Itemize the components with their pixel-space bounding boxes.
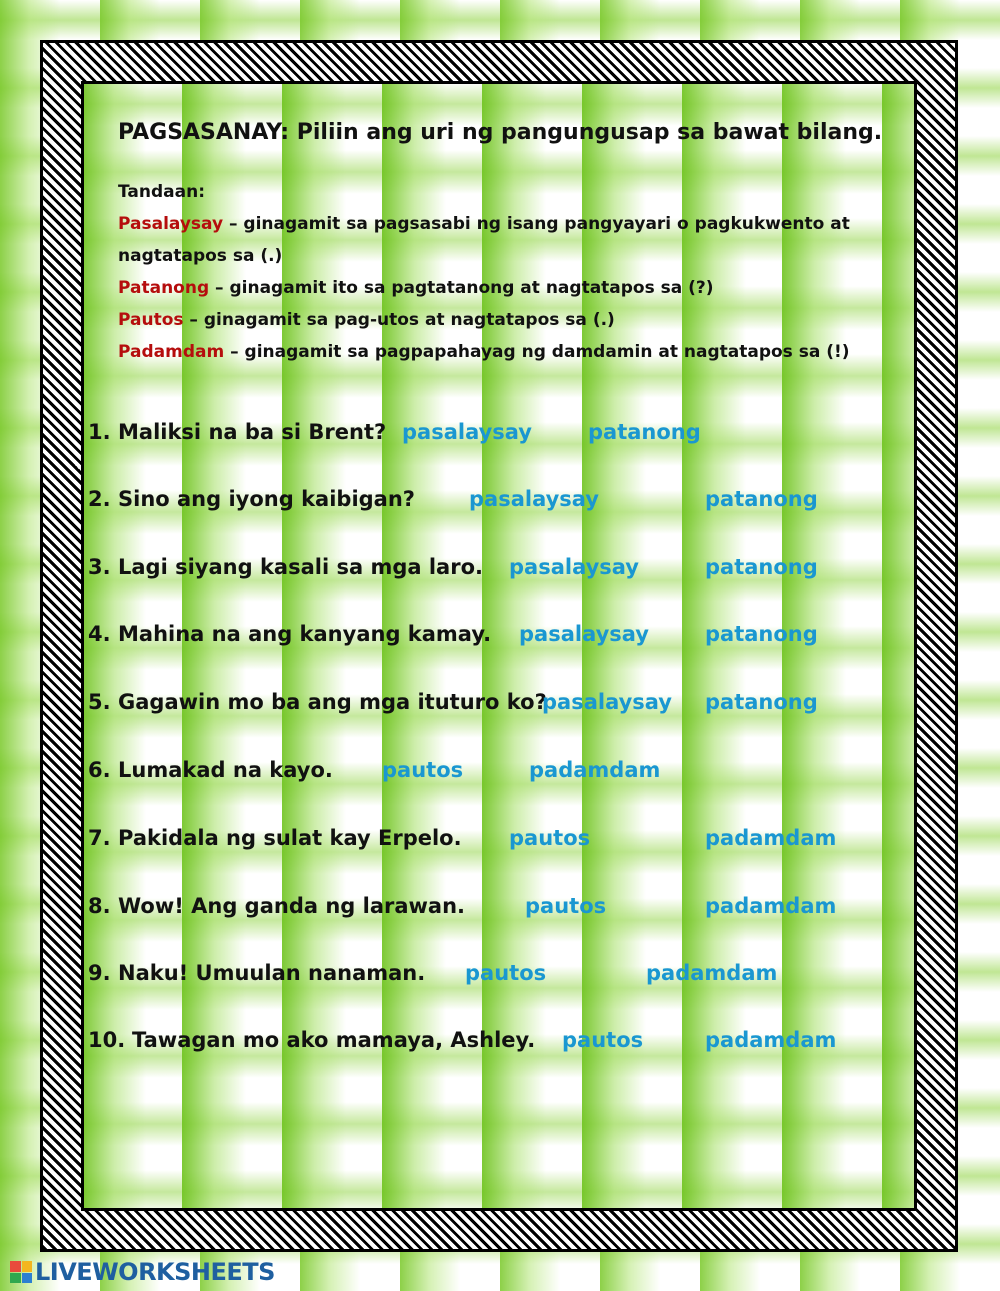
note-item [118, 304, 868, 336]
question-row [88, 1028, 908, 1062]
question-row [88, 894, 908, 928]
option-pasalaysay[interactable]: pasalaysay [402, 420, 532, 444]
option-patanong[interactable]: patanong [705, 690, 818, 714]
question-text: Maliksi na ba si Brent? [118, 420, 387, 444]
question-text: Pakidala ng sulat kay Erpelo. [118, 826, 462, 850]
option-pasalaysay[interactable]: pasalaysay [519, 622, 649, 646]
question-text: Lumakad na kayo. [118, 758, 333, 782]
question-number: 10. [88, 1028, 126, 1052]
question-number: 2. [88, 487, 111, 511]
question-text: Gagawin mo ba ang mga ituturo ko? [118, 690, 547, 714]
option-padamdam[interactable]: padamdam [705, 1028, 837, 1052]
option-padamdam[interactable]: padamdam [705, 894, 837, 918]
option-padamdam[interactable]: padamdam [646, 961, 778, 985]
note-term: Pasalaysay [118, 214, 224, 234]
option-pasalaysay[interactable]: pasalaysay [509, 555, 639, 579]
option-patanong[interactable]: patanong [705, 487, 818, 511]
question-number: 9. [88, 961, 111, 985]
question-row [88, 826, 908, 860]
note-item [118, 272, 868, 304]
question-text: Mahina na ang kanyang kamay. [118, 622, 492, 646]
question-row [88, 961, 908, 995]
question-text: Tawagan mo ako mamaya, Ashley. [132, 1028, 536, 1052]
option-padamdam[interactable]: padamdam [705, 826, 837, 850]
question-row [88, 555, 908, 589]
note-item [118, 208, 868, 272]
question-number: 1. [88, 420, 111, 444]
note-term: Patanong [118, 278, 210, 298]
option-pasalaysay[interactable]: pasalaysay [542, 690, 672, 714]
notes-heading: Tandaan: [118, 182, 205, 202]
option-pasalaysay[interactable]: pasalaysay [469, 487, 599, 511]
brand-name: LIVEWORKSHEETS [35, 1258, 275, 1286]
option-pautos[interactable]: pautos [509, 826, 591, 850]
option-pautos[interactable]: pautos [562, 1028, 644, 1052]
note-item [118, 336, 868, 368]
note-desc: – ginagamit sa pag-utos at nagtatapos sa (.) [183, 310, 615, 330]
note-desc: – ginagamit sa pagpapahayag ng damdamin at nagtatapos sa (!) [224, 342, 850, 362]
logo-grid-icon [10, 1261, 32, 1283]
question-number: 6. [88, 758, 111, 782]
option-patanong[interactable]: patanong [705, 555, 818, 579]
question-text: Sino ang iyong kaibigan? [118, 487, 415, 511]
note-desc: – ginagamit sa pagsasabi ng isang pangyayari o pagkukwento at nagtatapos sa (.) [118, 214, 850, 266]
option-padamdam[interactable]: padamdam [529, 758, 661, 782]
option-pautos[interactable]: pautos [465, 961, 547, 985]
question-number: 3. [88, 555, 111, 579]
note-desc: – ginagamit ito sa pagtatanong at nagtatapos sa (?) [209, 278, 714, 298]
note-term: Pautos [118, 310, 184, 330]
worksheet-content [80, 80, 920, 1080]
question-number: 8. [88, 894, 111, 918]
question-row [88, 690, 908, 724]
question-text: Wow! Ang ganda ng larawan. [118, 894, 466, 918]
note-term: Padamdam [118, 342, 225, 362]
question-text: Naku! Umuulan nanaman. [118, 961, 426, 985]
option-pautos[interactable]: pautos [525, 894, 607, 918]
question-number: 5. [88, 690, 111, 714]
liveworksheets-logo[interactable] [10, 1258, 275, 1286]
option-patanong[interactable]: patanong [705, 622, 818, 646]
question-number: 4. [88, 622, 111, 646]
option-patanong[interactable]: patanong [588, 420, 701, 444]
worksheet-title: PAGSASANAY: Piliin ang uri ng pangungusap sa bawat bilang. [118, 120, 883, 145]
question-text: Lagi siyang kasali sa mga laro. [118, 555, 483, 579]
question-row [88, 487, 908, 521]
question-row [88, 758, 908, 792]
question-row [88, 420, 908, 454]
option-pautos[interactable]: pautos [382, 758, 464, 782]
notes-section [118, 176, 868, 368]
question-number: 7. [88, 826, 111, 850]
question-row [88, 622, 908, 656]
